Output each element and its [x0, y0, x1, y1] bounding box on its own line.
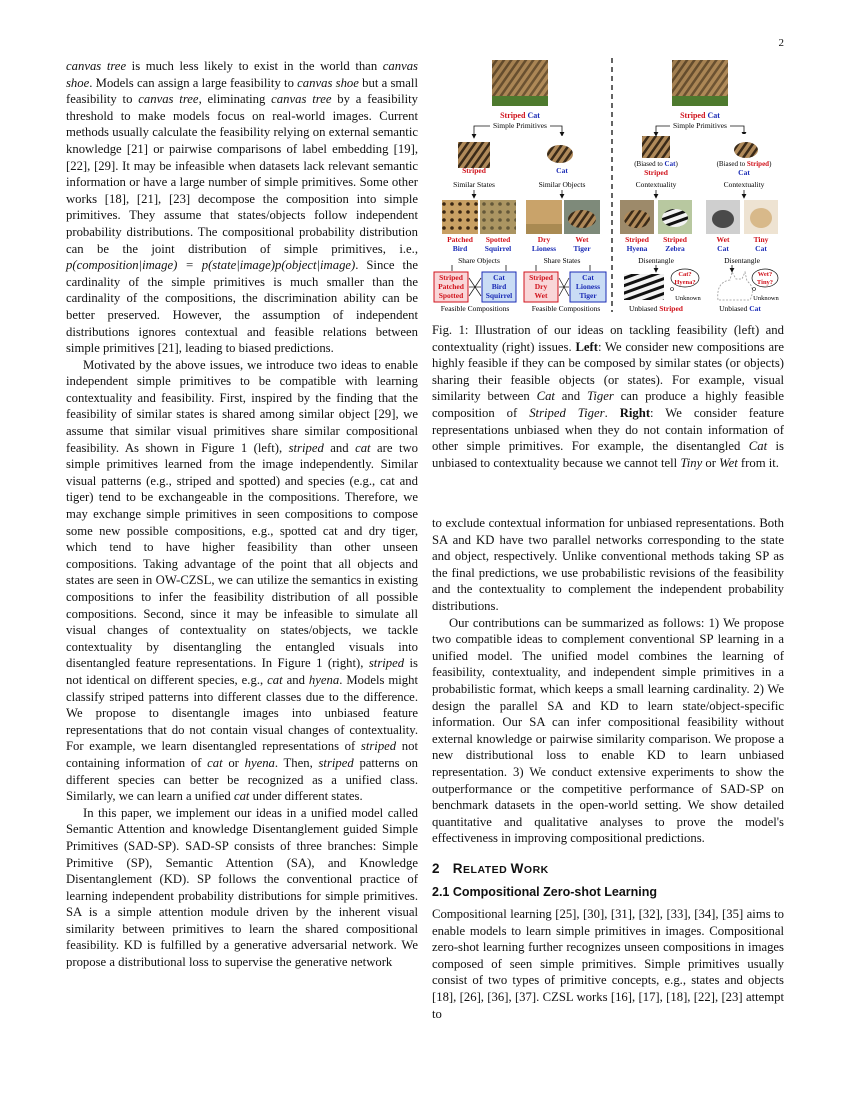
figure-illustration: [432, 56, 784, 316]
right-paragraph-2: Our contributions can be summarized as follows: 1) We propose two compatible ideas to complement conventional SP learning in a unified model. The unified model combines the learning of feasibility, contextuality, and independent simple primitives in a probabilistic format, which keeps a small learning cardinality. 2) We design the parallel SA and KD to learn state/object-specific information. Our SA can infer compositional feasibility without external knowledge or pairwise similarity comparison. We propose a new distributional loss to enable KD to learn unbiased representation. 3) We conduct extensive experiments to show the outperformance or the competitive performance of SAD-SP on benchmark datasets in the open-world setting. We show detailed quantitative and qualitative analyses to prove the model's effectiveness in improving compositional predictions.: [432, 615, 784, 846]
svg-text:Lioness: Lioness: [531, 244, 557, 253]
left-paragraph-1: canvas tree is much less likely to exist in the world than canvas shoe. Models can assign a large feasibility to canvas shoe but a small feasibility to canvas tree, eliminating canvas tree by a feasibility threshold to make models focus on real-world images. Current methods usually calculate the feasibility relying on external semantic knowledge [21] or pairwise comparisons of label embedding [19], [22], [29]. It may be infeasible when datasets lack relevant semantic information or have a large number of simple primitives. Some other works [18], [21], [23] decompose the composition into simple primitives. They assume that states/objects follow independent probability distributions. The compositional probability distribution can be the joint distribution of simple primitives, i.e., p(composition|image) = p(state|image)p(object|image). Since the cardinality of the simple primitives is much smaller than the cardinality of the compositions, the discrimination ability can be better preserved. However, the assumption of independent distributions ignores contextual and feasible relations between simple primitives [21], leading to biased predictions.: [66, 59, 418, 356]
left-column: [66, 58, 418, 971]
svg-text:Share Objects: Share Objects: [458, 256, 500, 265]
svg-text:Unbiased Striped: Unbiased Striped: [629, 304, 683, 313]
svg-text:Squirrel: Squirrel: [485, 291, 513, 300]
svg-text:Striped: Striped: [625, 235, 649, 244]
svg-text:Simple Primitives: Simple Primitives: [673, 121, 727, 130]
svg-text:Unknown: Unknown: [753, 295, 779, 302]
svg-text:Wet: Wet: [716, 235, 730, 244]
svg-text:Spotted: Spotted: [485, 235, 511, 244]
figure-1: [432, 56, 784, 316]
svg-text:Cat: Cat: [582, 273, 594, 282]
svg-text:Feasible Compositions: Feasible Compositions: [440, 304, 510, 313]
svg-text:(Biased to Striped): (Biased to Striped): [716, 160, 772, 168]
svg-text:Similar Objects: Similar Objects: [538, 180, 586, 189]
svg-text:Cat: Cat: [556, 166, 568, 175]
left-paragraph-3: In this paper, we implement our ideas in a unified model called Semantic Attention and knowledge Disentanglement guided Simple Primitives (SAD-SP). SAD-SP consists of three branches: Simple Primitive (SP), Semantic Attention (SA), and Knowledge Disentanglement (KD). SP follows the conventional practice of learning independent probability distributions for simple primitives. SA is a simple attention module driven by the inherent visual similarity between primitives to learn the shared compositional feasibility. KD is fulfilled by a generative adversarial network. We propose a distributional loss to supervise the generative network: [66, 805, 418, 970]
svg-text:Cat?: Cat?: [678, 271, 692, 278]
svg-text:Tiny: Tiny: [753, 235, 769, 244]
svg-text:Unknown: Unknown: [675, 295, 701, 302]
svg-text:Cat: Cat: [738, 168, 750, 177]
page-number: 2: [778, 37, 784, 49]
svg-text:Striped: Striped: [644, 168, 668, 177]
svg-text:Tiny?: Tiny?: [756, 279, 774, 286]
svg-text:Cat: Cat: [755, 244, 767, 253]
patched-bird-photo: [442, 200, 478, 234]
unbiased-striped-texture: [624, 274, 664, 300]
svg-text:Patched: Patched: [447, 235, 473, 244]
svg-text:Hyena: Hyena: [626, 244, 648, 253]
right-column: [432, 515, 784, 1022]
striped-photo: [458, 142, 490, 168]
svg-text:Dry: Dry: [537, 235, 551, 244]
svg-text:Tiger: Tiger: [573, 244, 591, 253]
svg-text:Tiger: Tiger: [579, 291, 597, 300]
svg-text:Bird: Bird: [452, 244, 468, 253]
section-heading: 2 RELATED WORK: [432, 860, 549, 876]
svg-text:Contextuality: Contextuality: [635, 180, 677, 189]
striped-photo-right: [642, 136, 670, 158]
unbiased-cat-sketch: [718, 272, 753, 300]
svg-text:Feasible Compositions: Feasible Compositions: [531, 304, 601, 313]
svg-text:Striped Cat: Striped Cat: [500, 111, 540, 120]
svg-text:(Biased to Cat): (Biased to Cat): [634, 160, 678, 168]
svg-text:Squirrel: Squirrel: [484, 244, 512, 253]
svg-text:Striped: Striped: [663, 235, 687, 244]
left-paragraph-2: Motivated by the above issues, we introduce two ideas to enable independent simple primitives to be compatible with learning contextuality and feasibility. First, inspired by the finding that the feasibility of similar states is shared among similar object [29], we assume that similar visual primitives share similar compositional feasibility. As shown in Figure 1 (left), striped and cat are two simple primitives learned from the image independently. Similar visual patterns (e.g., striped and spotted) and species (e.g., cat and tiger) tend to be exchangeable in the compositions. Therefore, we may exchange simple primitives in seen compositions to compose some new possible compositions, e.g., spotted cat and dry tiger, which tend to have higher feasibility than other unseen compositions. Taking advantage of the point that all objects and states are seen in OW-CZSL, we can utilize the semantics in existing compositions to infer the feasibility distribution of all possible compositions. Second, since it may be infeasible to simulate all visual changes of contextuality on states/objects, we tackle contextuality by disentangling the entangled visuals into disentangled feature representations. In Figure 1 (right), striped is not identical on different species, e.g., cat and hyena. Models might classify striped patterns into different classes due to the difference. We propose to disentangle images into unbiased feature representations that do not contain visual changes of contextuality. For example, we learn disentangled representations of striped not containing information of cat or hyena. Then, striped patterns on different species can better be recognized as a unified class. Similarly, we can learn a unified cat under different states.: [66, 357, 418, 804]
figure-caption: Fig. 1: Illustration of our ideas on tackling feasibility (left) and contextuality (right) issues. Left: We consider new compositions are highly feasible if they can be composed by similar states (or objects) sharing their feasible objects (or states). For example, visual similarity between Cat and Tiger can produce a highly feasible composition of Striped Tiger. Right: We consider feature representations unbiased when they do not contain information of other simple primitives. For example, the disentangled Cat is unbiased to contextuality because we cannot tell Tiny or Wet from it.: [432, 323, 785, 470]
subsection-heading: 2.1 Compositional Zero-shot Learning: [432, 885, 658, 900]
svg-text:Similar States: Similar States: [453, 180, 495, 189]
svg-text:Striped: Striped: [462, 166, 486, 175]
svg-text:Bird: Bird: [491, 282, 507, 291]
svg-text:Disentangle: Disentangle: [638, 256, 674, 265]
svg-text:Dry: Dry: [534, 282, 548, 291]
svg-text:Spotted: Spotted: [438, 291, 464, 300]
svg-text:Patched: Patched: [438, 282, 464, 291]
svg-text:Zebra: Zebra: [665, 244, 685, 253]
svg-text:Wet: Wet: [575, 235, 589, 244]
svg-text:Hyena?: Hyena?: [674, 279, 696, 286]
svg-text:Unbiased Cat: Unbiased Cat: [719, 304, 761, 313]
svg-text:Lioness: Lioness: [575, 282, 601, 291]
svg-text:Wet?: Wet?: [757, 271, 773, 278]
svg-text:Contextuality: Contextuality: [723, 180, 765, 189]
svg-text:Striped Cat: Striped Cat: [680, 111, 720, 120]
svg-text:Cat: Cat: [493, 273, 505, 282]
svg-text:Disentangle: Disentangle: [724, 256, 760, 265]
svg-text:Striped: Striped: [439, 273, 463, 282]
svg-text:Cat: Cat: [717, 244, 729, 253]
svg-text:Simple Primitives: Simple Primitives: [493, 121, 547, 130]
right-paragraph-3: Compositional learning [25], [30], [31], [32], [33], [34], [35] aims to enable models to learn simple primitives in images. Compositional zero-shot learning further recognizes unseen compositions in images composed of seen simple primitives. Simple primitives usually consist of two types of primitive concepts, e.g., states and objects [18], [26], [36], [37]. CZSL works [16], [17], [18], [22], [23] attempt to: [432, 907, 784, 1021]
svg-text:Share States: Share States: [543, 256, 581, 265]
right-paragraph-1: to exclude contextual information for unbiased representations. Both SA and KD have two parallel networks corresponding to the state and object, respectively. Unlike conventional methods taking SP as the final predictions, we use probabilistic revisions of the feasibility and the contextuality to complement the independent probability distributions.: [432, 516, 784, 613]
math-formula: p(composition|image) = p(state|image)p(object|image): [66, 258, 356, 273]
svg-text:Striped: Striped: [529, 273, 553, 282]
svg-text:Wet: Wet: [534, 291, 548, 300]
